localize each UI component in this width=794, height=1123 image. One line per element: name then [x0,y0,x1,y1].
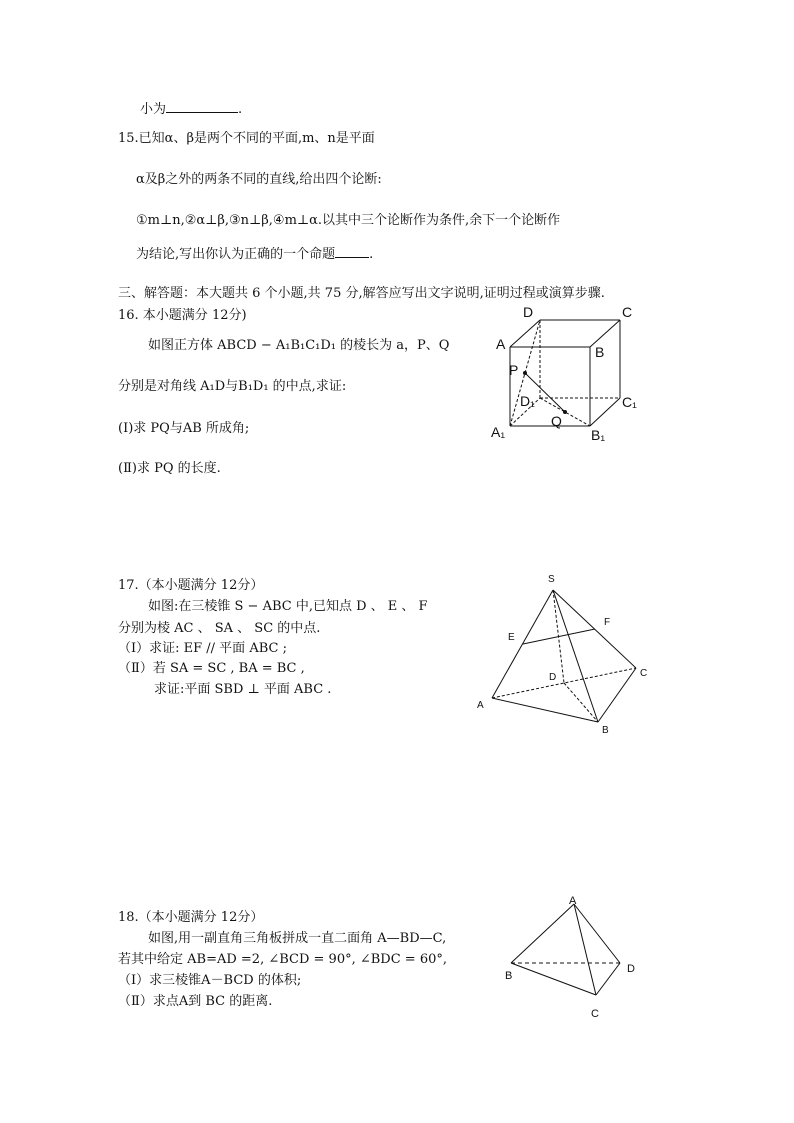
label-f: F [604,617,611,628]
label-s: S [548,574,555,585]
q17-part2b: 求证:平面 SBD ⊥ 平面 ABC . [154,682,332,697]
label-c: C [640,668,648,679]
q15-line4-end: . [369,247,374,262]
label-d1: D₁ [520,393,535,409]
label-b: B [595,344,605,360]
label-d: D [549,672,557,683]
q18-part2: （Ⅱ）求点A到 BC 的距离. [118,994,273,1009]
label-q: Q [551,413,562,429]
label-c1: C₁ [622,394,637,410]
q14-tail-text: 小为 [140,102,167,117]
q16-line2: 分别是对角线 A₁D与B₁D₁ 的中点,求证: [118,379,347,394]
q16-title: 16. 本小题满分 12分) [118,308,247,323]
q18-line2: 若其中给定 AB=AD =2, ∠BCD = 90°, ∠BDC = 60°, [118,952,448,967]
label-d: D [523,304,534,320]
q16-part2: (Ⅱ)求 PQ 的长度. [118,461,221,476]
label-b1: B₁ [591,427,606,443]
label-a: A [569,895,577,907]
q17-line1: 如图:在三棱锥 S − ABC 中,已知点 D 、 E 、 F [148,599,428,614]
section3-heading: 三、解答题：本大题共 6 个小题,共 75 分,解答应写出文字说明,证明过程或演算步骤. [118,286,605,301]
q18-part1: （Ⅰ）求三棱锥A－BCD 的体积; [118,973,302,988]
q14-end: . [238,102,243,117]
q15-line1: 15.已知α、β是两个不同的平面,m、n是平面 [118,131,375,146]
q18-title: 18.（本小题满分 12分） [118,910,264,925]
label-p: P [509,362,519,378]
label-c: C [591,1008,599,1020]
q16-part1: (Ⅰ)求 PQ与AB 所成角; [118,421,250,436]
label-a1: A₁ [491,424,506,440]
label-b: B [505,970,513,982]
label-b: B [602,725,609,736]
q17-line2: 分别为棱 AC 、 SA 、 SC 的中点. [118,621,321,636]
q17-part1: （Ⅰ）求证: EF // 平面 ABC ; [118,641,287,656]
q17-title: 17.（本小题满分 12分） [118,578,264,593]
label-d: D [627,963,635,975]
q16-line1: 如图正方体 ABCD − A₁B₁C₁D₁ 的棱长为 a，P、Q [148,338,450,353]
q15-line4-text: 为结论,写出你认为正确的一个命题 [136,247,336,262]
q17-part2: （Ⅱ）若 SA = SC , BA = BC , [118,661,305,676]
q15-line2: α及β之外的两条不同的直线,给出四个论断: [136,172,382,187]
q18-line1: 如图,用一副直角三角板拼成一直二面角 A—BD—C, [148,931,447,946]
label-e: E [508,632,515,643]
label-a: A [477,700,484,711]
label-a: A [496,336,506,352]
q15-line3: ①m⊥n,②α⊥β,③n⊥β,④m⊥α.以其中三个论断作为条件,余下一个论断作 [136,213,561,228]
label-c: C [622,304,633,320]
